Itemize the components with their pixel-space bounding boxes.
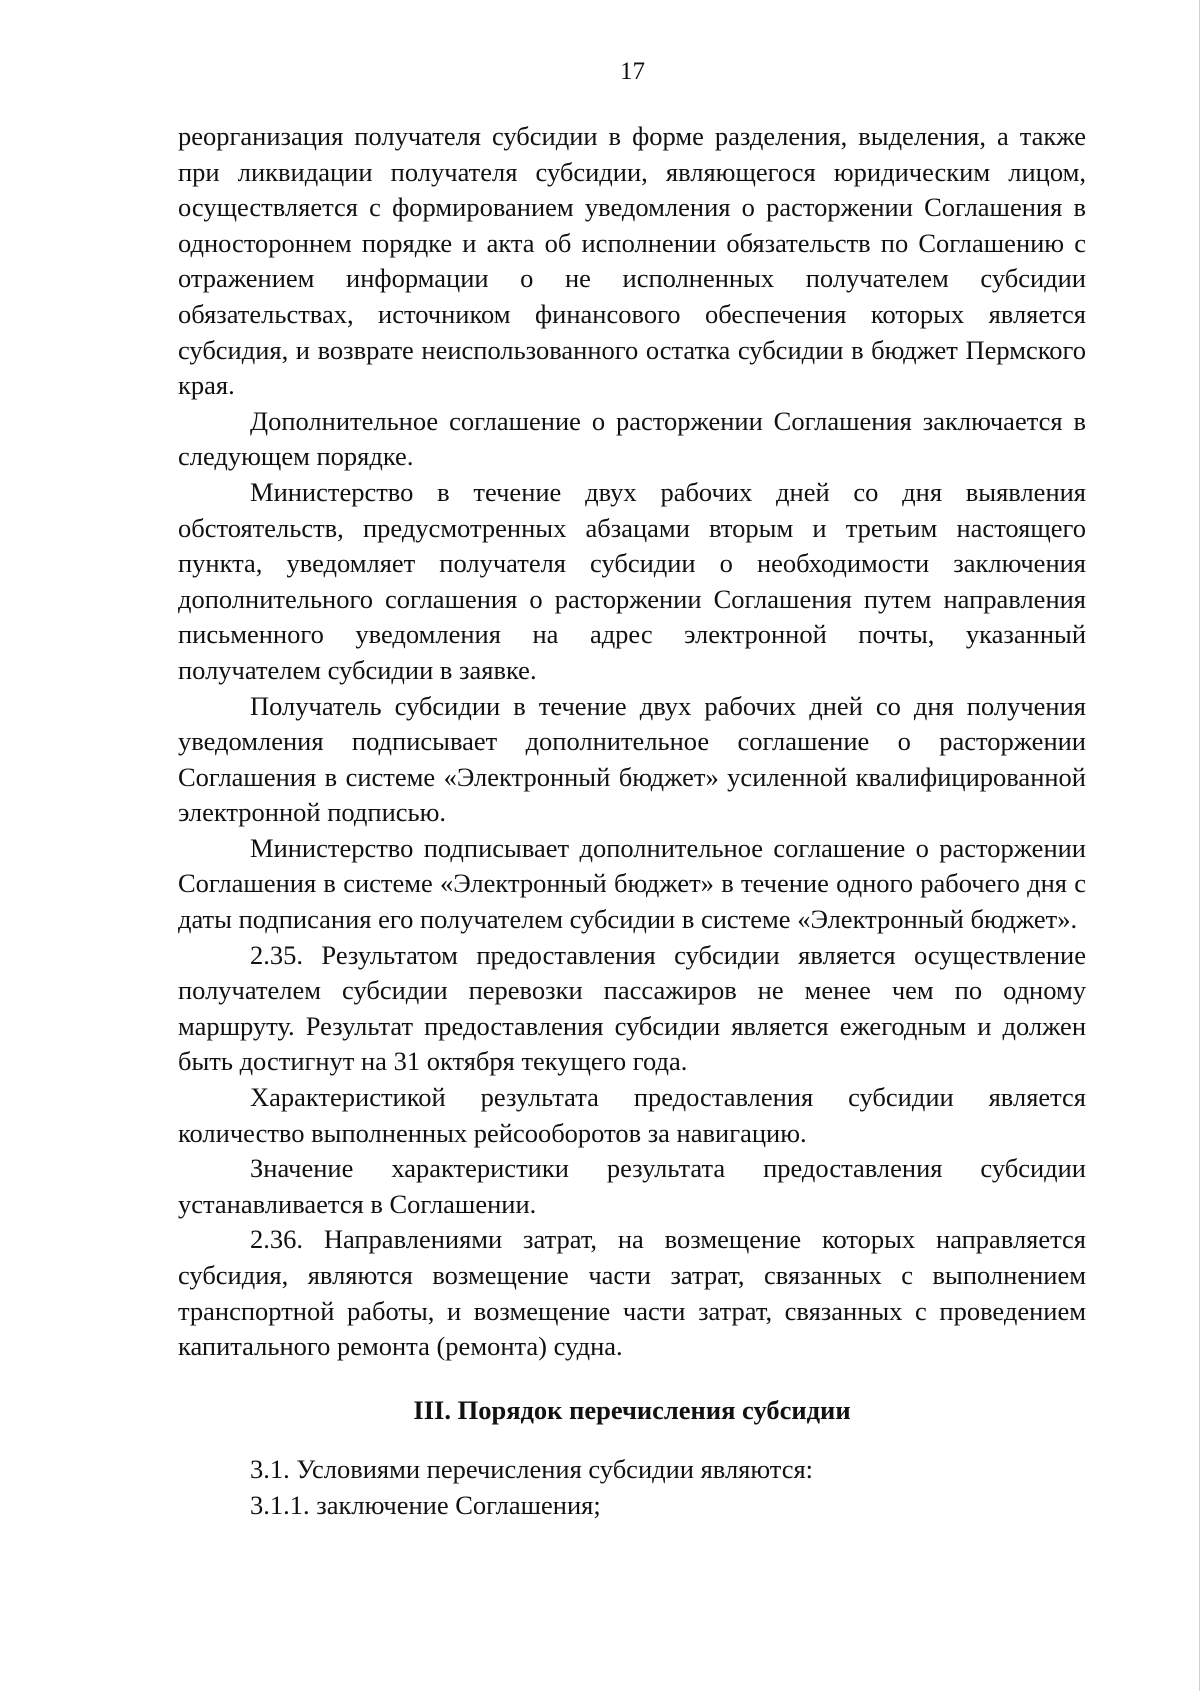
paragraph: Значение характеристики результата предоставления субсидии устанавливается в Соглашении. [178,1153,1086,1219]
section-heading: III. Порядок перечисления субсидии [413,1394,851,1425]
paragraph: Дополнительное соглашение о расторжении Соглашения заключается в следующем порядке. [178,405,1086,472]
document-body [178,119,1086,1524]
paragraph-3-1: 3.1. Условиями перечисления субсидии являются: [250,1454,814,1485]
page-number: 17 [620,58,645,85]
paragraph: Министерство в течение двух рабочих дней со дня выявления обстоятельств, предусмотренных абзацами вторым и третьим настоящего пункта, уведомляет получателя субсидии о необходимости заключения дополнительного соглашения о расторжении Соглашения путем направления письменного уведомления на адрес электронной почты, указанный получателем субсидии в заявке. [178,476,1086,685]
paragraph: Характеристикой результата предоставления субсидии является количество выполненных рейсооборотов за навигацию. [178,1082,1086,1148]
paragraph: Министерство подписывает дополнительное соглашение о расторжении Соглашения в системе «Электронный бюджет» в течение одного рабочего дня с даты подписания его получателем субсидии в системе «Электронный бюджет». [178,832,1086,935]
paragraph-3-1-1: 3.1.1. заключение Соглашения; [250,1489,601,1520]
paragraph-2-36: 2.36. Направлениями затрат, на возмещение которых направляется субсидия, являются возмещение части затрат, связанных с выполнением транспортной работы, и возмещение части затрат, связанных с проведением капитального ремонта (ремонта) судна. [178,1224,1086,1362]
paragraph-2-35: 2.35. Результатом предоставления субсидии является осуществление получателем субсидии перевозки пассажиров не менее чем по одному маршруту. Результат предоставления субсидии является ежегодным и должен быть достигнут на 31 октября текущего года. [178,939,1086,1077]
paragraph: Получатель субсидии в течение двух рабочих дней со дня получения уведомления подписывает дополнительное соглашение о расторжении Соглашения в системе «Электронный бюджет» усиленной квалифицированной электронной подписью. [178,690,1086,828]
paragraph-continuation: реорганизация получателя субсидии в форме разделения, выделения, а также при ликвидации получателя субсидии, являющегося юридическим лицом, осуществляется с формированием уведомления о расторжении Соглашения в одностороннем порядке и акта об исполнении обязательств по Соглашению с отражением информации о не исполненных получателем субсидии обязательствах, источником финансового обеспечения которых является субсидия, и возврате неиспользованного остатка субсидии в бюджет Пермского края. [178,121,1086,401]
